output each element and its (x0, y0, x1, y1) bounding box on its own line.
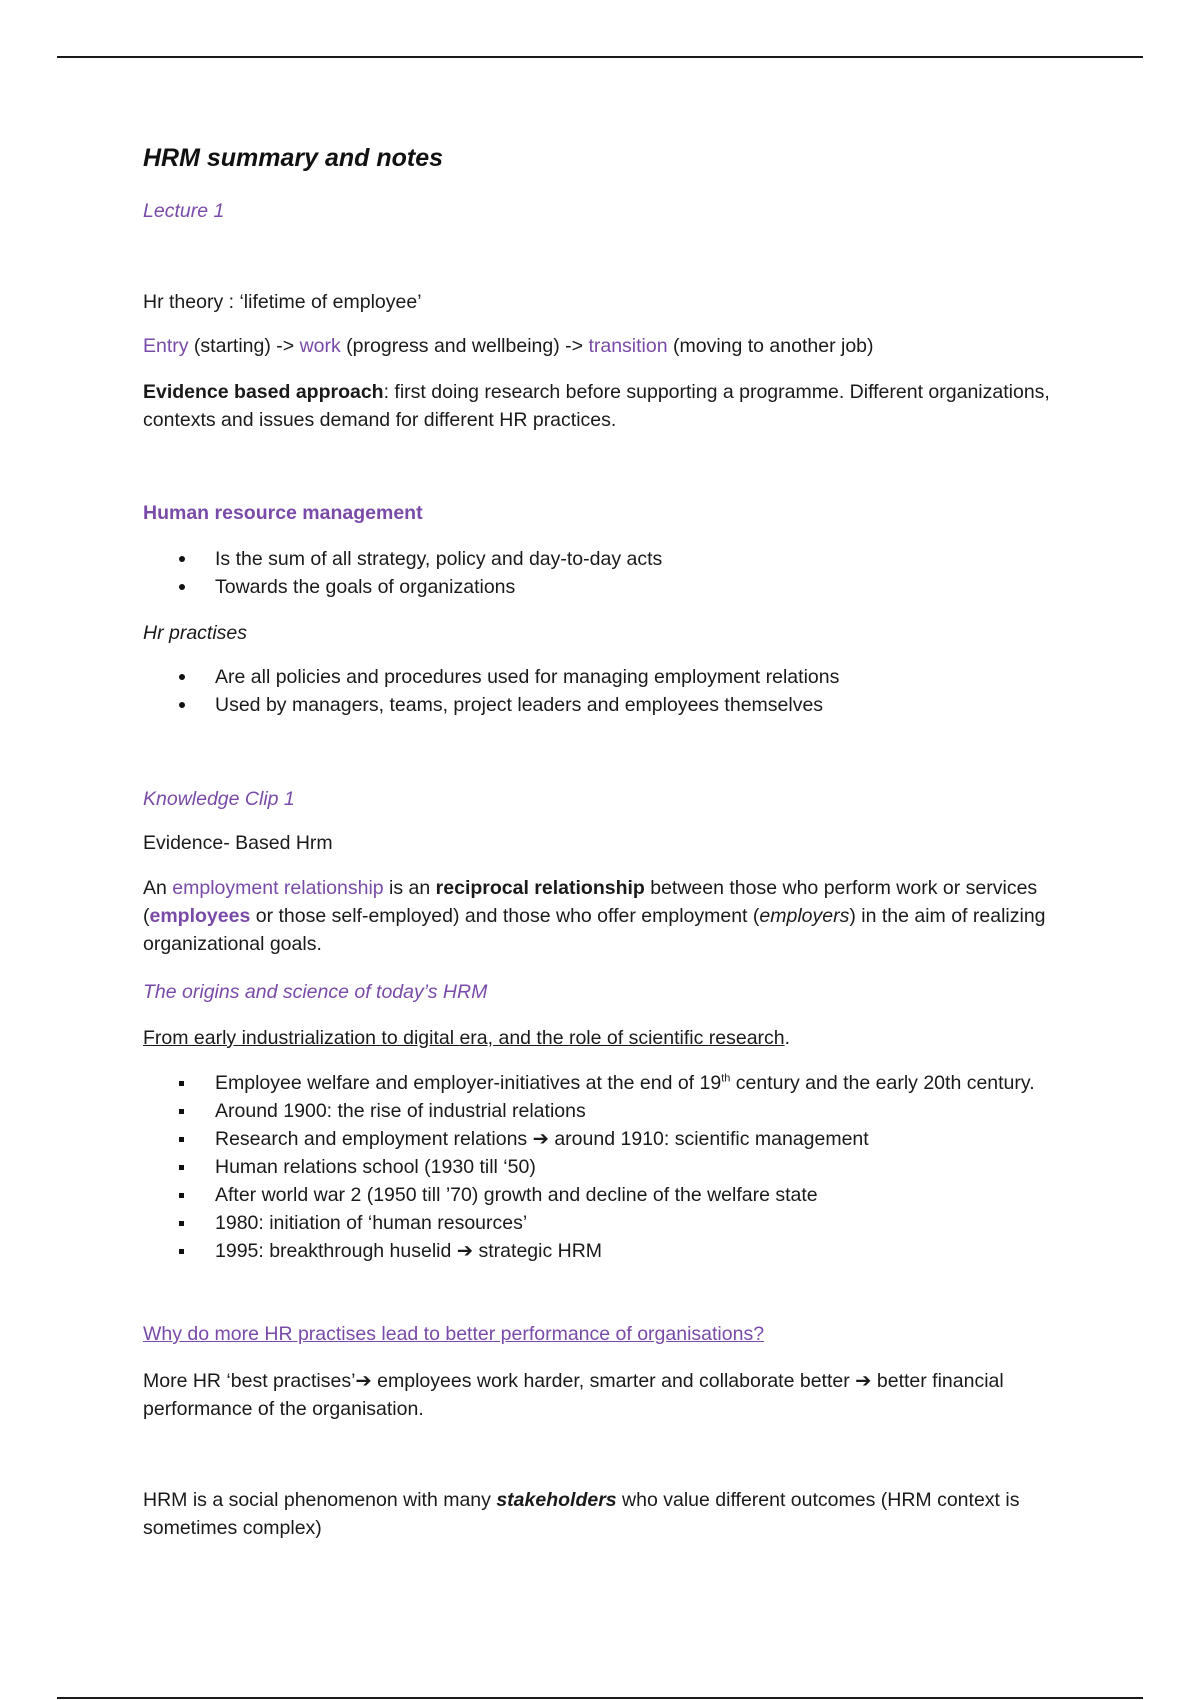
list-item: 1995: breakthrough huselid ➔ strategic HRM (143, 1237, 1083, 1265)
transition-term: transition (588, 335, 668, 357)
hrm-heading: Human resource management (143, 502, 423, 524)
employees-term: employees (149, 905, 251, 927)
work-term: work (299, 335, 341, 357)
evidence-based-hrm-line: Evidence- Based Hrm (143, 832, 333, 854)
history-bullet-list (143, 1069, 1083, 1265)
list-item: Are all policies and procedures used for managing employment relations (143, 663, 1083, 691)
list-item: After world war 2 (1950 till ’70) growth and decline of the welfare state (143, 1181, 1083, 1209)
origins-heading: The origins and science of today’s HRM (143, 981, 488, 1003)
hrm-bullet-list (143, 545, 1083, 601)
header-rule (57, 56, 1143, 58)
list-item: Is the sum of all strategy, policy and day-to-day acts (143, 545, 1083, 573)
hr-theory-line: Hr theory : ‘lifetime of employee’ (143, 291, 422, 313)
employment-paragraph: An employment relationship is an reciprocal relationship between those who perform work or services (employees or those self-employed) and those who offer employment (employers) in the aim of realizing organizational goals. (143, 877, 1046, 955)
employment-relationship-term: employment relationship (172, 877, 384, 899)
knowledge-clip-heading: Knowledge Clip 1 (143, 788, 295, 810)
entry-term: Entry (143, 335, 189, 357)
document-title: HRM summary and notes (143, 144, 444, 172)
reciprocal-relationship-term: reciprocal relationship (435, 877, 645, 899)
stakeholders-paragraph: HRM is a social phenomenon with many stakeholders who value different outcomes (HRM context is sometimes complex) (143, 1489, 1020, 1539)
lecture-heading: Lecture 1 (143, 200, 225, 222)
list-item: Towards the goals of organizations (143, 573, 1083, 601)
list-item: Employee welfare and employer-initiatives at the end of 19th century and the early 20th century. (143, 1069, 1083, 1097)
employee-lifecycle-flow: Entry (starting) -> work (progress and wellbeing) -> transition (moving to another job) (143, 335, 874, 357)
list-item: Used by managers, teams, project leaders and employees themselves (143, 691, 1083, 719)
employers-term: employers (759, 905, 850, 927)
footer-rule (57, 1697, 1143, 1699)
evidence-term: Evidence based approach (143, 381, 384, 403)
list-item: 1980: initiation of ‘human resources’ (143, 1209, 1083, 1237)
list-item: Human relations school (1930 till ‘50) (143, 1153, 1083, 1181)
origins-subheading: From early industrialization to digital era, and the role of scientific research. (143, 1027, 791, 1049)
why-link-heading[interactable]: Why do more HR practises lead to better performance of organisations? (143, 1323, 765, 1345)
practises-heading: Hr practises (143, 622, 248, 644)
list-item: Around 1900: the rise of industrial relations (143, 1097, 1083, 1125)
stakeholders-term: stakeholders (496, 1489, 617, 1511)
list-item: Research and employment relations ➔ around 1910: scientific management (143, 1125, 1083, 1153)
practises-bullet-list (143, 663, 1083, 719)
evidence-paragraph: Evidence based approach: first doing research before supporting a programme. Different organizations, contexts and issues demand for different HR practices. (143, 381, 1050, 431)
why-answer-paragraph: More HR ‘best practises’➔ employees work harder, smarter and collaborate better ➔ better financial performance of the organisation. (143, 1370, 1004, 1420)
